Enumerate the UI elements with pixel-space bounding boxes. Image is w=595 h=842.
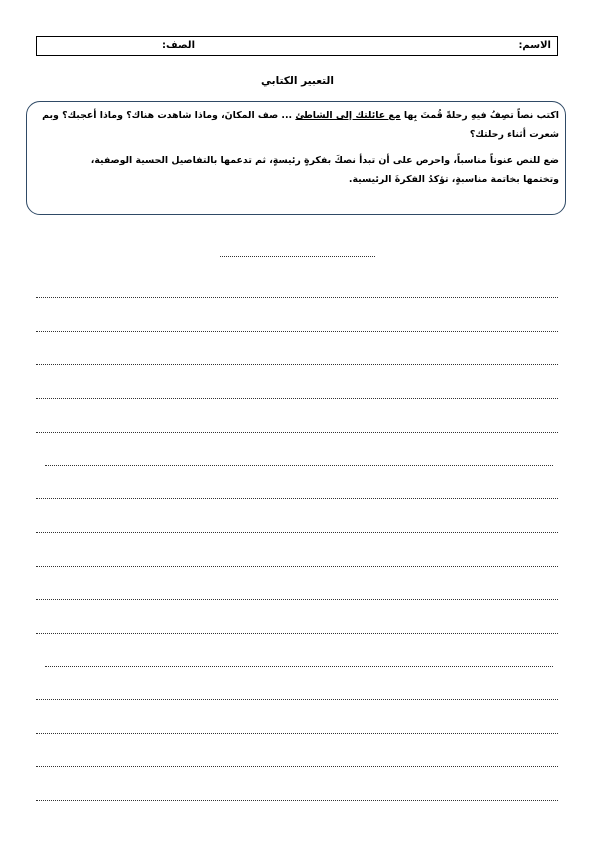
writing-line[interactable] [36, 331, 558, 332]
writing-line[interactable] [36, 566, 558, 567]
writing-line[interactable] [36, 532, 558, 533]
instruction-line-4: وتختمها بخاتمة مناسبةٍ، تؤكدُ الفكرةَ الرئيسية. [348, 174, 559, 185]
page-title: التعبير الكتابي [261, 75, 334, 87]
writing-line[interactable] [36, 297, 558, 298]
writing-line[interactable] [36, 498, 558, 499]
writing-line[interactable] [36, 599, 558, 600]
writing-line[interactable] [36, 398, 558, 399]
class-label: الصف: [162, 40, 195, 51]
writing-line[interactable] [36, 699, 558, 700]
instruction-line-2: شعرت أثناء رحلتك؟ [469, 129, 559, 140]
writing-line[interactable] [36, 766, 558, 767]
writing-line[interactable] [45, 465, 553, 466]
name-label: الاسم: [518, 40, 551, 51]
writing-line[interactable] [36, 432, 558, 433]
writing-line[interactable] [36, 633, 558, 634]
writing-line[interactable] [36, 364, 558, 365]
writing-line[interactable] [36, 733, 558, 734]
instruction-line-3: ضع للنص عنوناً مناسباً، واحرص على أن تبدأ نصكَ بفكرةٍ رئيسةٍ، ثم تدعمها بالتفاصيل الحسية الوصفية، [90, 155, 559, 166]
instruction-line-1: اكتب نصاً تصِفُ فيهِ رحلةً قُمتَ بِها مع عائلتك إلى الشاطئ ... صف المكانَ، وماذا شاهدت هناك؟ وماذا أعجبك؟ وبم [42, 110, 559, 121]
student-info-box [36, 36, 558, 56]
underlined-phrase: مع عائلتك إلى الشاطئ [295, 110, 401, 121]
task-instructions-box [26, 101, 566, 215]
writing-line[interactable] [36, 800, 558, 801]
writing-line[interactable] [45, 666, 553, 667]
essay-title-line[interactable] [220, 256, 375, 257]
